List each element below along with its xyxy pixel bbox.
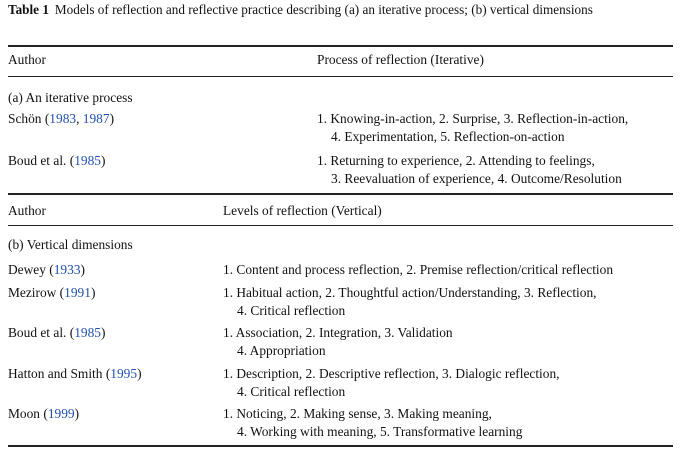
header-process: Process of reflection (Iterative) [317, 52, 484, 67]
table-label: Table 1 [8, 2, 49, 17]
level-line: 1. Noticing, 2. Making sense, 3. Making meaning, [223, 406, 492, 421]
table-row-author [8, 365, 142, 383]
process-line: 4. Experimentation, 5. Reflection-on-action [331, 129, 565, 144]
citation-link[interactable]: 1985 [74, 153, 101, 168]
table-caption [8, 1, 680, 19]
process-line: 1. Knowing-in-action, 2. Surprise, 3. Reflection-in-action, [317, 111, 629, 126]
section-title-a: (a) An iterative process [8, 90, 133, 105]
author-name: Hatton and Smith ( [8, 366, 111, 381]
citation-link[interactable]: 1983 [49, 111, 77, 126]
paren: ) [90, 285, 96, 300]
paren: ) [80, 262, 85, 277]
citation-link[interactable]: 1999 [47, 406, 75, 421]
paren: ) [74, 406, 80, 421]
header-rule-a [8, 76, 673, 77]
table-row-author [8, 152, 105, 170]
author-name: Moon ( [8, 406, 48, 421]
level-line: 1. Association, 2. Integration, 3. Validation [223, 325, 453, 340]
process-line: 1. Returning to experience, 2. Attending to feelings, [317, 153, 595, 168]
citation-link[interactable]: 1987 [82, 111, 110, 126]
header-author-a: Author [8, 52, 46, 67]
caption-text: Models of reflection and reflective practice describing (a) an iterative process; (b) vertical dimensions [54, 2, 593, 17]
author-name: Mezirow ( [8, 285, 65, 300]
paren: ) [137, 366, 142, 381]
citation-link[interactable]: 1991 [64, 285, 91, 300]
process-line: 3. Reevaluation of experience, 4. Outcome/Resolution [331, 171, 622, 186]
header-levels: Levels of reflection (Vertical) [223, 203, 382, 218]
paren: ) [100, 153, 106, 168]
level-line: 1. Description, 2. Descriptive reflection, 3. Dialogic reflection, [223, 366, 560, 381]
table-row-author [8, 324, 105, 342]
top-rule [8, 45, 673, 47]
table-row-author [8, 110, 114, 128]
paren: ) [109, 111, 115, 126]
author-name: Dewey ( [8, 262, 54, 277]
citation-link[interactable]: 1995 [110, 366, 138, 381]
level-line: 4. Appropriation [237, 343, 326, 358]
level-line: 1. Habitual action, 2. Thoughtful action/Understanding, 3. Reflection, [223, 285, 597, 300]
table-row-author [8, 284, 95, 302]
level-line: 4. Working with meaning, 5. Transformative learning [237, 424, 523, 439]
level-line: 4. Critical reflection [237, 303, 346, 318]
level-line: 4. Critical reflection [237, 384, 346, 399]
citation-link[interactable]: 1985 [74, 325, 101, 340]
bottom-rule [8, 445, 673, 447]
author-name: Schön ( [8, 111, 50, 126]
header-author-b: Author [8, 203, 46, 218]
separator: , [76, 111, 83, 126]
paren: ) [100, 325, 106, 340]
level-line: 1. Content and process reflection, 2. Premise reflection/critical reflection [223, 262, 614, 277]
author-name: Boud et al. ( [8, 325, 75, 340]
citation-link[interactable]: 1933 [53, 262, 81, 277]
author-name: Boud et al. ( [8, 153, 75, 168]
mid-rule [8, 193, 673, 195]
header-rule-b [8, 225, 673, 226]
table-row-author [8, 261, 85, 279]
table-row-author [8, 405, 79, 423]
section-title-b: (b) Vertical dimensions [8, 237, 133, 252]
